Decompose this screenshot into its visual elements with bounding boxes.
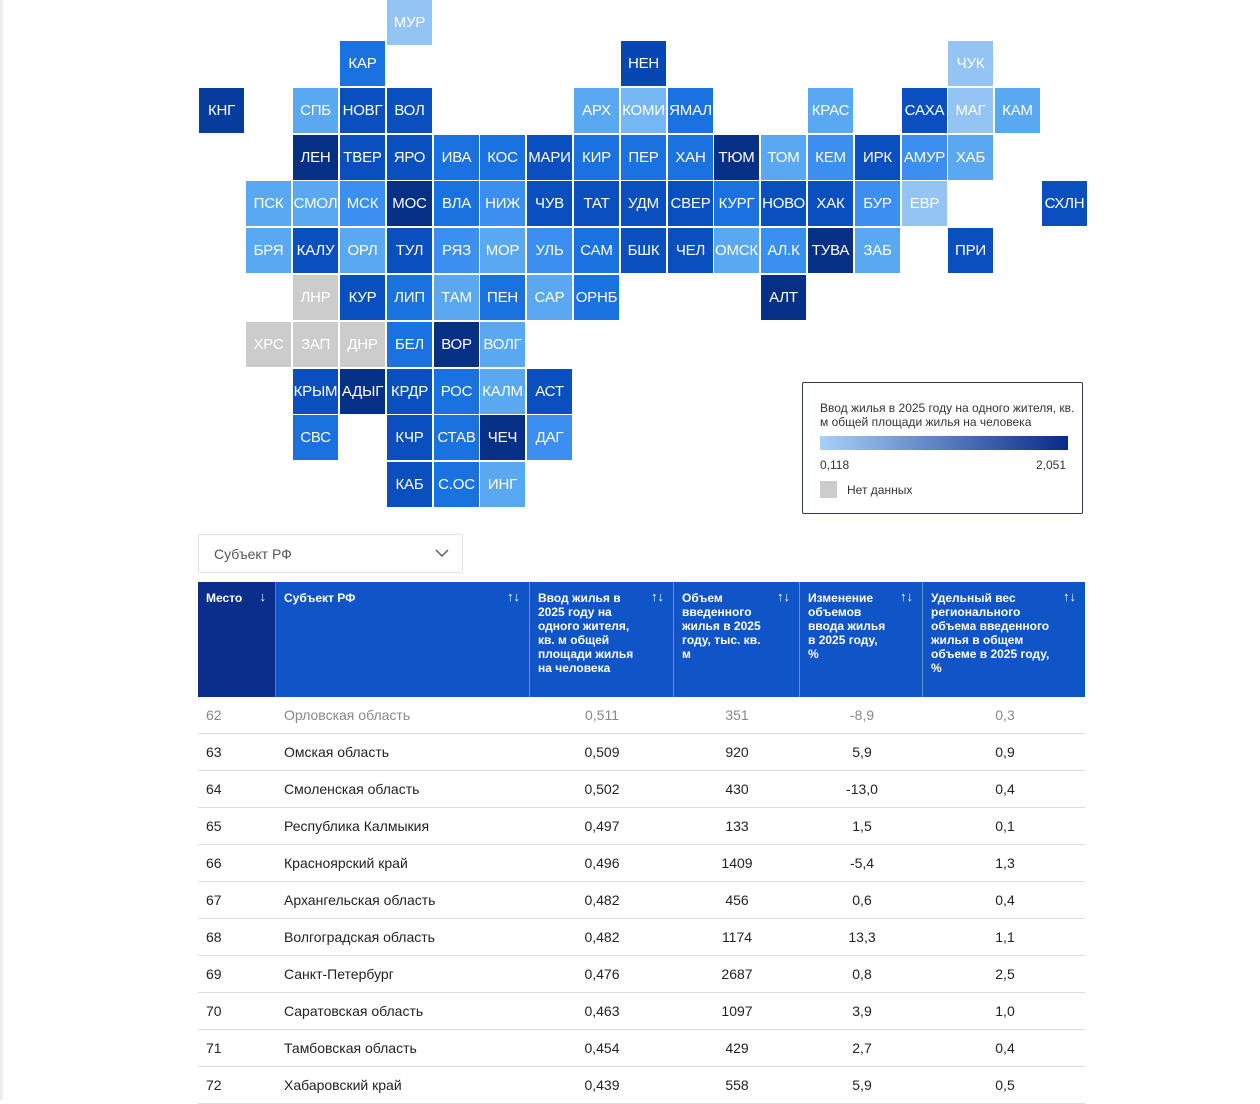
cell-per-capita: 0,502 (584, 781, 620, 797)
cell-region: Республика Калмыкия (284, 818, 430, 834)
map-tile[interactable]: ВЛА (434, 181, 479, 226)
map-tile[interactable]: УЛЬ (527, 228, 572, 273)
cell-rank: 71 (206, 1040, 222, 1056)
cell-share: 1,0 (995, 1003, 1015, 1019)
map-tile[interactable]: БЕЛ (387, 322, 432, 367)
cell-rank: 64 (206, 781, 222, 797)
map-tile[interactable]: НЕН (621, 41, 666, 86)
table-row[interactable] (198, 697, 1085, 734)
cell-share: 0,4 (995, 781, 1015, 797)
map-tile[interactable]: ЛЕН (293, 135, 338, 180)
map-tile[interactable]: КУР (340, 275, 385, 320)
table-row[interactable] (198, 845, 1085, 882)
cell-volume: 558 (725, 1077, 749, 1093)
cell-volume: 430 (725, 781, 749, 797)
map-tile[interactable]: ЧЕЛ (668, 228, 713, 273)
cell-share: 0,1 (995, 818, 1015, 834)
map-tile[interactable]: АДЫГ (340, 369, 385, 414)
legend-nodata-swatch (820, 481, 837, 498)
cell-change: 5,9 (852, 744, 872, 760)
cell-share: 0,5 (995, 1077, 1015, 1093)
cell-rank: 70 (206, 1003, 222, 1019)
map-tile[interactable]: СХЛН (1042, 181, 1087, 226)
cell-per-capita: 0,476 (584, 966, 620, 982)
map-tile[interactable]: С.ОС (434, 462, 479, 507)
map-tile[interactable]: КОМИ (621, 88, 666, 133)
table-row[interactable] (198, 919, 1085, 956)
cell-share: 2,5 (995, 966, 1015, 982)
map-tile[interactable]: ЯРО (387, 135, 432, 180)
map-tile[interactable]: ЧУВ (527, 181, 572, 226)
cell-region: Красноярский край (284, 855, 408, 871)
map-tile[interactable]: НОВГ (340, 88, 385, 133)
map-tile[interactable]: АМУР (902, 135, 947, 180)
map-tile[interactable]: КРЫМ (293, 369, 338, 414)
map-tile[interactable]: РОС (434, 369, 479, 414)
cell-volume: 1409 (721, 855, 753, 871)
legend-max-value: 2,051 (1035, 458, 1066, 472)
cell-volume: 1097 (721, 1003, 753, 1019)
legend-title: Ввод жилья в 2025 году на одного жителя, кв. м общей площади жилья на человека (820, 401, 1075, 429)
map-tile[interactable]: МАГ (948, 88, 993, 133)
cell-share: 0,4 (995, 892, 1015, 908)
sort-icon[interactable]: ↑↓ (507, 589, 520, 604)
table-row[interactable] (198, 808, 1085, 845)
cell-rank: 66 (206, 855, 222, 871)
column-header-label: Субъект РФ (284, 591, 356, 605)
cell-change: 1,5 (852, 818, 872, 834)
cell-volume: 920 (725, 744, 749, 760)
cell-share: 0,4 (995, 1040, 1015, 1056)
cell-rank: 63 (206, 744, 222, 760)
cell-per-capita: 0,454 (584, 1040, 620, 1056)
map-tile[interactable]: ЧУК (948, 41, 993, 86)
map-tile[interactable]: САР (527, 275, 572, 320)
map-tile[interactable]: НИЖ (480, 181, 525, 226)
map-tile[interactable]: САХА (902, 88, 947, 133)
column-header-share[interactable] (923, 582, 1085, 697)
cell-rank: 68 (206, 929, 222, 945)
cell-per-capita: 0,482 (584, 892, 620, 908)
column-header-volume[interactable] (674, 582, 800, 697)
cell-region: Саратовская область (284, 1003, 424, 1019)
map-tile[interactable]: БУР (855, 181, 900, 226)
map-tile[interactable]: КАЛУ (293, 228, 338, 273)
map-tile[interactable]: КАЛМ (480, 369, 525, 414)
map-tile[interactable]: КАР (340, 41, 385, 86)
map-tile[interactable]: ХАБ (948, 135, 993, 180)
cell-change: -5,4 (849, 855, 875, 871)
table-row[interactable] (198, 1067, 1085, 1104)
cell-per-capita: 0,511 (585, 707, 619, 723)
cell-volume: 429 (725, 1040, 749, 1056)
column-header-label: Место (206, 591, 243, 605)
cell-change: 0,8 (852, 966, 872, 982)
map-tile[interactable]: АЛ.К (761, 228, 806, 273)
cell-volume: 351 (725, 707, 749, 723)
map-tile[interactable]: СМОЛ (293, 181, 338, 226)
map-tile[interactable]: СПБ (293, 88, 338, 133)
map-tile[interactable]: КИР (574, 135, 619, 180)
legend-color-scale (820, 436, 1068, 450)
map-tile[interactable]: ИНГ (480, 462, 525, 507)
map-tile[interactable]: ВОЛ (387, 88, 432, 133)
cell-share: 0,3 (995, 707, 1015, 723)
map-tile[interactable]: КНГ (199, 88, 244, 133)
cell-volume: 133 (725, 818, 749, 834)
cell-change: 2,7 (852, 1040, 872, 1056)
sort-icon[interactable]: ↑↓ (1063, 589, 1076, 604)
cell-change: -13,0 (846, 781, 878, 797)
cell-rank: 67 (206, 892, 222, 908)
map-tile[interactable]: ОРЛ (340, 228, 385, 273)
legend-min-value: 0,118 (820, 458, 850, 472)
cell-per-capita: 0,439 (584, 1077, 620, 1093)
sort-icon[interactable]: ↑↓ (777, 589, 790, 604)
cell-change: 3,9 (852, 1003, 872, 1019)
cell-rank: 69 (206, 966, 222, 982)
cell-rank: 65 (206, 818, 222, 834)
cell-volume: 1174 (721, 929, 753, 945)
cell-change: 13,3 (848, 929, 876, 945)
cell-change: 5,9 (852, 1077, 872, 1093)
map-tile[interactable]: ЛИП (387, 275, 432, 320)
cell-region: Хабаровский край (284, 1077, 402, 1093)
cell-region: Волгоградская область (284, 929, 435, 945)
map-tile[interactable]: НОВО (761, 181, 806, 226)
chevron-down-icon (434, 545, 450, 561)
cell-change: -8,9 (849, 707, 875, 723)
map-tile[interactable]: ЛНР (293, 275, 338, 320)
map-tile[interactable]: БШК (621, 228, 666, 273)
map-tile[interactable]: ПЕН (480, 275, 525, 320)
map-tile[interactable]: КУРГ (714, 181, 759, 226)
map-tile[interactable]: КАБ (387, 462, 432, 507)
map-tile[interactable]: ТЮМ (714, 135, 759, 180)
map-tile[interactable]: ТОМ (761, 135, 806, 180)
map-tile[interactable]: КРАС (808, 88, 853, 133)
cell-change: 0,6 (852, 892, 872, 908)
map-tile[interactable]: ЗАБ (855, 228, 900, 273)
cell-region: Орловская область (284, 707, 411, 723)
map-tile[interactable]: ПЕР (621, 135, 666, 180)
table-body (198, 697, 1085, 1104)
cell-share: 1,1 (995, 929, 1015, 945)
column-header-change[interactable] (800, 582, 923, 697)
map-tile[interactable]: ХРС (246, 322, 291, 367)
map-tile[interactable]: ХАН (668, 135, 713, 180)
table-row[interactable] (198, 1030, 1085, 1067)
map-tile[interactable]: ПСК (246, 181, 291, 226)
map-tile[interactable]: ОМСК (714, 228, 759, 273)
ranking-table (198, 582, 1085, 1104)
cell-per-capita: 0,496 (584, 855, 620, 871)
sort-icon[interactable]: ↑↓ (900, 589, 913, 604)
map-tile[interactable]: ПРИ (948, 228, 993, 273)
cell-volume: 456 (725, 892, 749, 908)
cell-region: Архангельская область (284, 892, 436, 908)
map-tile[interactable]: ТУВА (808, 228, 853, 273)
column-header-label: Изменение объемов ввода жилья в 2025 году, % (808, 591, 886, 661)
map-tile[interactable]: АСТ (527, 369, 572, 414)
map-tile[interactable]: МАРИ (527, 135, 572, 180)
sort-icon[interactable]: ↑↓ (651, 589, 664, 604)
cell-per-capita: 0,482 (584, 929, 620, 945)
map-tile[interactable]: ТУЛ (387, 228, 432, 273)
cell-region: Санкт-Петербург (284, 966, 394, 982)
map-tile[interactable]: БРЯ (246, 228, 291, 273)
map-tile[interactable]: САМ (574, 228, 619, 273)
table-row[interactable] (198, 993, 1085, 1030)
map-tile[interactable]: ТВЕР (340, 135, 385, 180)
column-header-rank[interactable] (198, 582, 276, 697)
map-tile[interactable]: ВОЛГ (480, 322, 525, 367)
map-tile[interactable]: АЛТ (761, 275, 806, 320)
map-tile[interactable]: МУР (387, 0, 432, 45)
column-header-label: Удельный вес регионального объема введенного жилья в общем объеме в 2025 году, % (931, 591, 1050, 675)
table-row[interactable] (198, 734, 1085, 771)
legend-nodata-label: Нет данных (847, 483, 913, 497)
cell-region: Омская область (284, 744, 390, 760)
table-row[interactable] (198, 956, 1085, 993)
map-tile[interactable]: ЯМАЛ (668, 88, 713, 133)
map-tile[interactable]: КЕМ (808, 135, 853, 180)
column-header-per-capita[interactable] (530, 582, 674, 697)
cell-per-capita: 0,509 (584, 744, 620, 760)
table-row[interactable] (198, 882, 1085, 919)
region-filter-select[interactable] (198, 534, 463, 573)
cell-rank: 62 (206, 707, 222, 723)
map-tile[interactable]: МОС (387, 181, 432, 226)
cell-share: 0,9 (995, 744, 1015, 760)
map-tile[interactable]: МСК (340, 181, 385, 226)
cell-per-capita: 0,497 (584, 818, 620, 834)
map-tile[interactable]: КОС (480, 135, 525, 180)
table-header (198, 582, 1085, 697)
map-legend (802, 382, 1083, 514)
map-tile[interactable]: ЧЕЧ (480, 415, 525, 460)
map-tile[interactable]: ДНР (340, 322, 385, 367)
map-tile[interactable]: ТАМ (434, 275, 479, 320)
cell-per-capita: 0,463 (584, 1003, 620, 1019)
map-tile[interactable]: КЧР (387, 415, 432, 460)
map-tile[interactable]: ИВА (434, 135, 479, 180)
map-tile[interactable]: МОР (480, 228, 525, 273)
map-tile[interactable]: РЯЗ (434, 228, 479, 273)
map-tile[interactable]: СТАВ (434, 415, 479, 460)
column-header-label: Объем введенного жилья в 2025 году, тыс. кв. м (682, 591, 761, 661)
map-tile[interactable]: СВС (293, 415, 338, 460)
cell-share: 1,3 (995, 855, 1015, 871)
sort-icon[interactable]: ↓ (259, 589, 266, 604)
map-tile[interactable]: КРДР (387, 369, 432, 414)
map-tile[interactable]: СВЕР (668, 181, 713, 226)
cell-region: Тамбовская область (284, 1040, 417, 1056)
region-filter-label: Субъект РФ (214, 546, 292, 562)
cell-region: Смоленская область (284, 781, 420, 797)
map-tile[interactable]: КАМ (995, 88, 1040, 133)
map-tile[interactable]: ТАТ (574, 181, 619, 226)
cell-volume: 2687 (721, 966, 753, 982)
map-tile[interactable]: ДАГ (527, 415, 572, 460)
map-tile[interactable]: ВОР (434, 322, 479, 367)
map-tile[interactable]: УДМ (621, 181, 666, 226)
column-header-label: Ввод жилья в 2025 году на одного жителя, кв. м общей площади жилья на человека (538, 591, 634, 675)
map-tile[interactable]: АРХ (574, 88, 619, 133)
table-row[interactable] (198, 771, 1085, 808)
cell-rank: 72 (206, 1077, 222, 1093)
map-tile[interactable]: ОРНБ (574, 275, 619, 320)
column-header-region[interactable] (276, 582, 530, 697)
map-tile[interactable]: ХАК (808, 181, 853, 226)
map-tile[interactable]: ЗАП (293, 322, 338, 367)
map-tile[interactable]: ИРК (855, 135, 900, 180)
map-tile[interactable]: ЕВР (902, 181, 947, 226)
